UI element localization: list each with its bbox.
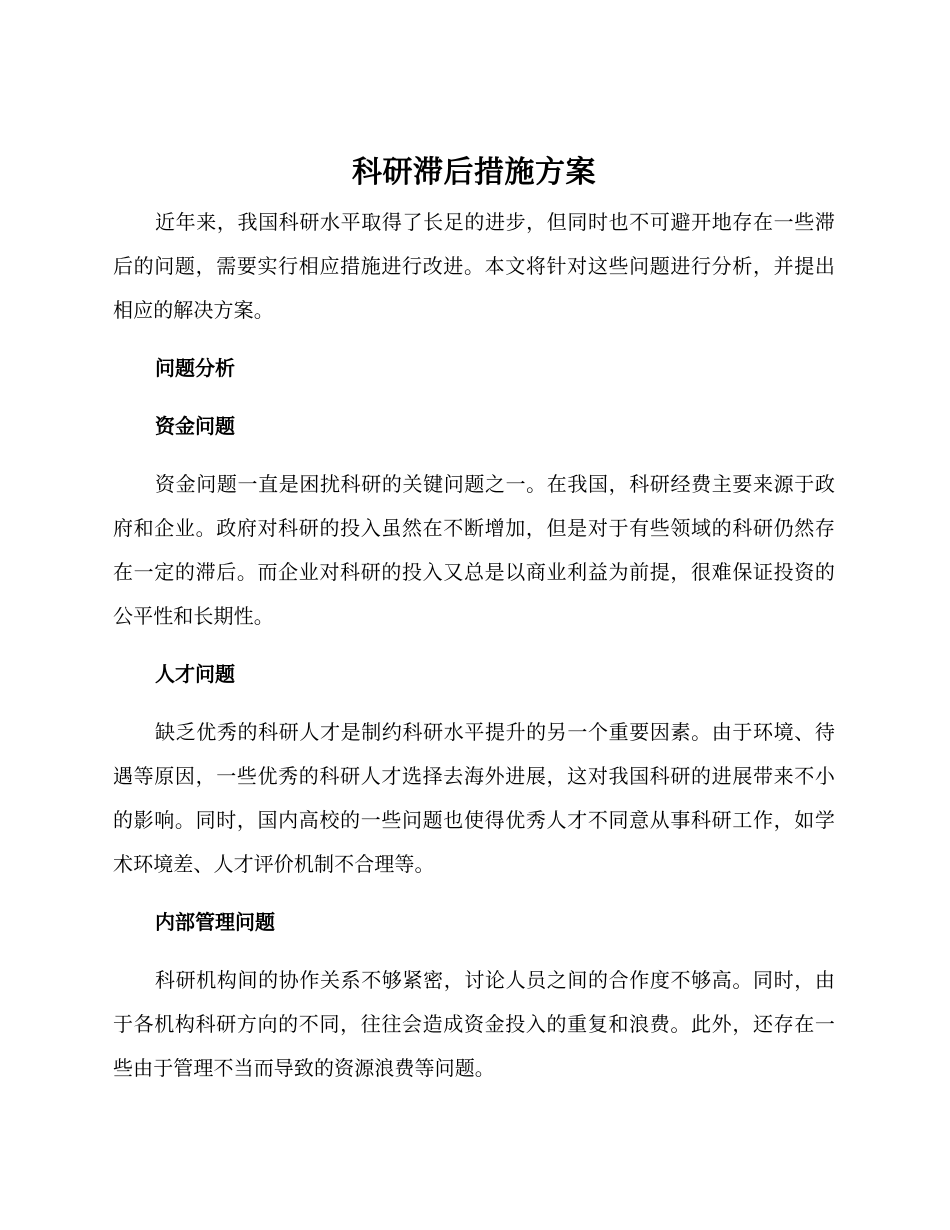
subheading-management: 内部管理问题	[155, 910, 275, 934]
document-title: 科研滞后措施方案	[352, 155, 596, 190]
management-paragraph: 科研机构间的协作关系不够紧密，讨论人员之间的合作度不够高。同时，由于各机构科研方向的不同，往往会造成资金投入的重复和浪费。此外，还存在一些由于管理不当而导致的资源浪费等问题。	[113, 968, 835, 1080]
section-heading-problem-analysis: 问题分析	[155, 356, 235, 380]
subheading-funding: 资金问题	[155, 414, 235, 438]
talent-paragraph: 缺乏优秀的科研人才是制约科研水平提升的另一个重要因素。由于环境、待遇等原因，一些优秀的科研人才选择去海外进展，这对我国科研的进展带来不小的影响。同时，国内高校的一些问题也使得优秀人才不同意从事科研工作，如学术环境差、人才评价机制不合理等。	[113, 720, 835, 876]
funding-paragraph: 资金问题一直是困扰科研的关键问题之一。在我国，科研经费主要来源于政府和企业。政府对科研的投入虽然在不断增加，但是对于有些领域的科研仍然存在一定的滞后。而企业对科研的投入又总是以商业利益为前提，很难保证投资的公平性和长期性。	[113, 472, 835, 628]
document-page	[113, 148, 835, 1104]
subheading-talent: 人才问题	[155, 662, 235, 686]
intro-paragraph: 近年来，我国科研水平取得了长足的进步，但同时也不可避开地存在一些滞后的问题，需要实行相应措施进行改进。本文将针对这些问题进行分析，并提出相应的解决方案。	[113, 210, 835, 322]
